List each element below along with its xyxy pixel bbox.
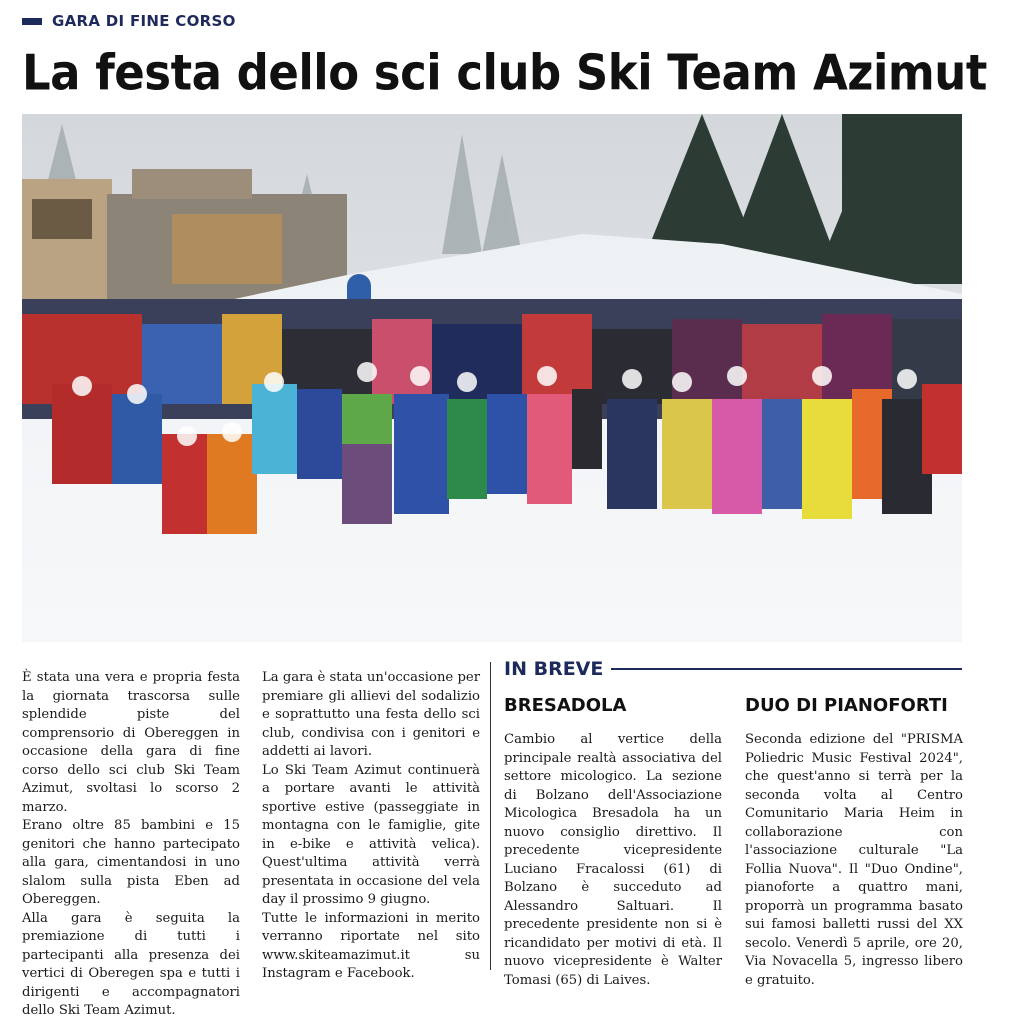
article-paragraph: La gara è stata un'occasione per premiare gli allievi del sodalizio e soprattutto una festa dello sci club, condivisa con i genitori e addetti ai lavori. bbox=[262, 670, 480, 759]
kicker-label: GARA DI FINE CORSO bbox=[52, 12, 236, 30]
group-photo-illustration bbox=[22, 114, 962, 642]
in-breve-title: IN BREVE bbox=[504, 658, 604, 680]
brief-paragraph: Seconda edizione del "PRISMA Poliedric Music Festival 2024", che quest'anno si terrà per la seconda volta al Centro Comunitario Maria Heim in collaborazione con l'associazione culturale "La Follia Nuova". Il "Duo Ondine", pianoforte a quattro mani, proporrà un programma basato sui famosi balletti russi del XX secolo. Venerdì 5 aprile, ore 20, Via Novacella 5, ingresso libero e gratuito. bbox=[745, 732, 963, 988]
article-paragraph: È stata una vera e propria festa la giornata trascorsa sulle splendide piste del comprensorio di Obereggen in occasione della gara di fine corso dello sci club Ski Team Azimut, svoltasi lo scorso 2 marzo. bbox=[22, 670, 240, 815]
article-paragraph: Tutte le informazioni in merito verranno riportate nel sito www.skiteamazimut.it su Instagram e Facebook. bbox=[262, 910, 480, 981]
section-kicker bbox=[22, 12, 236, 30]
in-breve-header bbox=[504, 658, 962, 680]
in-breve-rule bbox=[611, 668, 962, 670]
article-column-1 bbox=[22, 669, 240, 1021]
article-paragraph: Alla gara è seguita la premiazione di tutti i partecipanti alla presenza dei vertici di Oberegen spa e tutti i dirigenti e accompagnatori dello Ski Team Azimut. bbox=[22, 910, 240, 1018]
brief-title-duo: DUO DI PIANOFORTI bbox=[745, 695, 948, 716]
brief-title-bresadola: BRESADOLA bbox=[504, 695, 627, 716]
kicker-bar bbox=[22, 18, 42, 25]
brief-text-duo bbox=[745, 731, 963, 990]
article-headline: La festa dello sci club Ski Team Azimut bbox=[22, 44, 987, 102]
brief-paragraph: Cambio al vertice della principale realtà associativa del settore micologico. La sezione di Bolzano dell'Associazione Micologica Bresadola ha un nuovo consiglio direttivo. Il precedente vicepresidente Luciano Fracalossi (61) di Bolzano è succeduto ad Alessandro Saltuari. Il precedente presidente non si è ricandidato per motivi di età. Il nuovo vicepresidente è Walter Tomasi (65) di Laives. bbox=[504, 732, 722, 988]
article-paragraph: Lo Ski Team Azimut continuerà a portare avanti le attività sportive estive (passeggiate in montagna con le famiglie, gite in e-bike e attività velica). Quest'ultima attività verrà presentata in occasione del vela day il prossimo 9 giugno. bbox=[262, 762, 480, 907]
article-paragraph: Erano oltre 85 bambini e 15 genitori che hanno partecipato alla gara, cimentandosi in uno slalom sulla pista Eben ad Obereggen. bbox=[22, 818, 240, 907]
brief-text-bresadola bbox=[504, 731, 722, 990]
column-divider bbox=[490, 662, 491, 970]
article-column-2 bbox=[262, 669, 480, 984]
group-photo bbox=[22, 114, 962, 642]
